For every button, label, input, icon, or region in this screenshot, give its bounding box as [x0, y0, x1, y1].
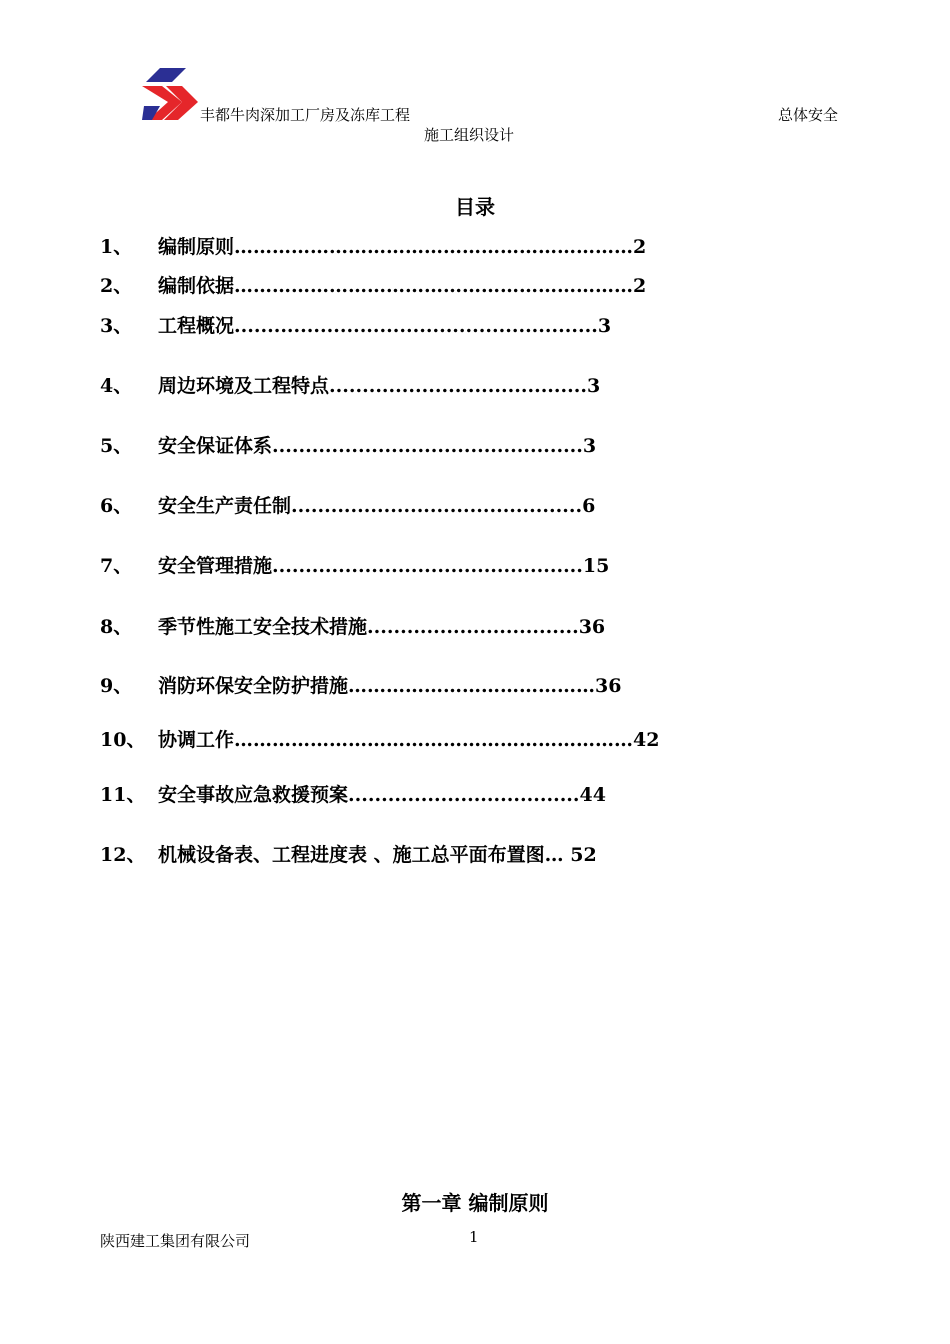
toc-item-dots: ………………………………………………………	[234, 236, 634, 258]
toc-item-label: 机械设备表、工程进度表 、施工总平面布置图	[158, 844, 545, 866]
toc-item-num: 4、	[100, 375, 133, 397]
toc-item-page: 42	[633, 729, 660, 751]
toc-item-page: 2	[633, 236, 647, 258]
toc-item[interactable]	[100, 782, 606, 808]
toc-item[interactable]	[100, 373, 600, 399]
toc-item-page: 3	[587, 375, 601, 397]
header-subtitle: 施工组织设计	[424, 126, 515, 144]
toc-item-num: 10、	[100, 729, 146, 751]
toc-item-dots: ………………………………………………………	[234, 729, 634, 751]
footer-page-number: 1	[469, 1228, 479, 1246]
toc-item-num: 1、	[100, 236, 133, 258]
toc-item-num: 3、	[100, 315, 133, 337]
toc-item-page: 36	[595, 675, 622, 697]
toc-item[interactable]	[100, 614, 605, 640]
toc-item[interactable]	[100, 313, 611, 339]
toc-item-label: 安全管理措施	[158, 555, 273, 577]
toc-item-num: 12、	[100, 844, 146, 866]
toc-item-num: 9、	[100, 675, 133, 697]
toc-item-label: 协调工作	[158, 729, 235, 751]
header-right-title: 总体安全	[778, 106, 839, 124]
toc-item-num: 6、	[100, 495, 133, 517]
toc-item-dots: …	[544, 844, 564, 866]
toc-item-label: 周边环境及工程特点	[158, 375, 330, 397]
toc-item-label: 安全保证体系	[158, 435, 273, 457]
header-project-name: 丰都牛肉深加工厂房及冻库工程	[200, 106, 411, 124]
chapter-title: 第一章 编制原则	[401, 1191, 549, 1215]
toc-title: 目录	[455, 195, 495, 219]
toc-item-page: 15	[582, 555, 610, 577]
toc-item-dots: .......................................	[329, 375, 587, 397]
toc-item-label: 工程概况	[158, 315, 235, 337]
toc-item-dots: .......................................................	[234, 315, 598, 337]
toc-item-dots: ............................................	[291, 495, 583, 517]
toc-item[interactable]	[100, 493, 595, 519]
toc-item-label: 消防环保安全防护措施	[158, 675, 349, 697]
toc-item-dots: ...............................................	[272, 555, 583, 577]
toc-item-page: 44	[579, 784, 606, 806]
toc-item[interactable]	[100, 673, 621, 699]
toc-item-label: 编制依据	[158, 275, 235, 297]
toc-item[interactable]	[100, 433, 596, 459]
toc-item-page: 3	[582, 435, 597, 457]
company-logo	[142, 68, 200, 120]
toc-item-num: 8、	[100, 616, 133, 638]
toc-item-page: 6	[582, 495, 596, 517]
toc-item-label: 安全事故应急救援预案	[158, 784, 349, 806]
toc-item-page: 2	[633, 275, 647, 297]
toc-item-label: 季节性施工安全技术措施	[158, 616, 368, 638]
toc-item[interactable]	[100, 842, 597, 868]
toc-item-dots: …………………………………	[348, 675, 596, 697]
toc-item-dots: ………………………………………………………	[234, 275, 634, 297]
toc-item-num: 7、	[100, 555, 133, 577]
toc-item-page: 52	[563, 844, 597, 866]
toc-item[interactable]	[100, 727, 659, 753]
toc-item-page: 3	[597, 315, 612, 337]
toc-item[interactable]	[100, 234, 646, 260]
toc-item-num: 11、	[100, 784, 146, 806]
toc-item[interactable]	[100, 553, 609, 579]
toc-item-label: 编制原则	[158, 236, 235, 258]
footer-company: 陕西建工集团有限公司	[100, 1232, 251, 1250]
toc-item-label: 安全生产责任制	[158, 495, 292, 517]
toc-item-num: 2、	[100, 275, 133, 297]
toc-item-page: 36	[578, 616, 606, 638]
toc-item-num: 5、	[100, 435, 133, 457]
toc-item-dots: ................................	[367, 616, 579, 638]
toc-item-dots: ...................................	[348, 784, 580, 806]
toc-item-dots: ...............................................	[272, 435, 583, 457]
toc-item[interactable]	[100, 273, 646, 299]
